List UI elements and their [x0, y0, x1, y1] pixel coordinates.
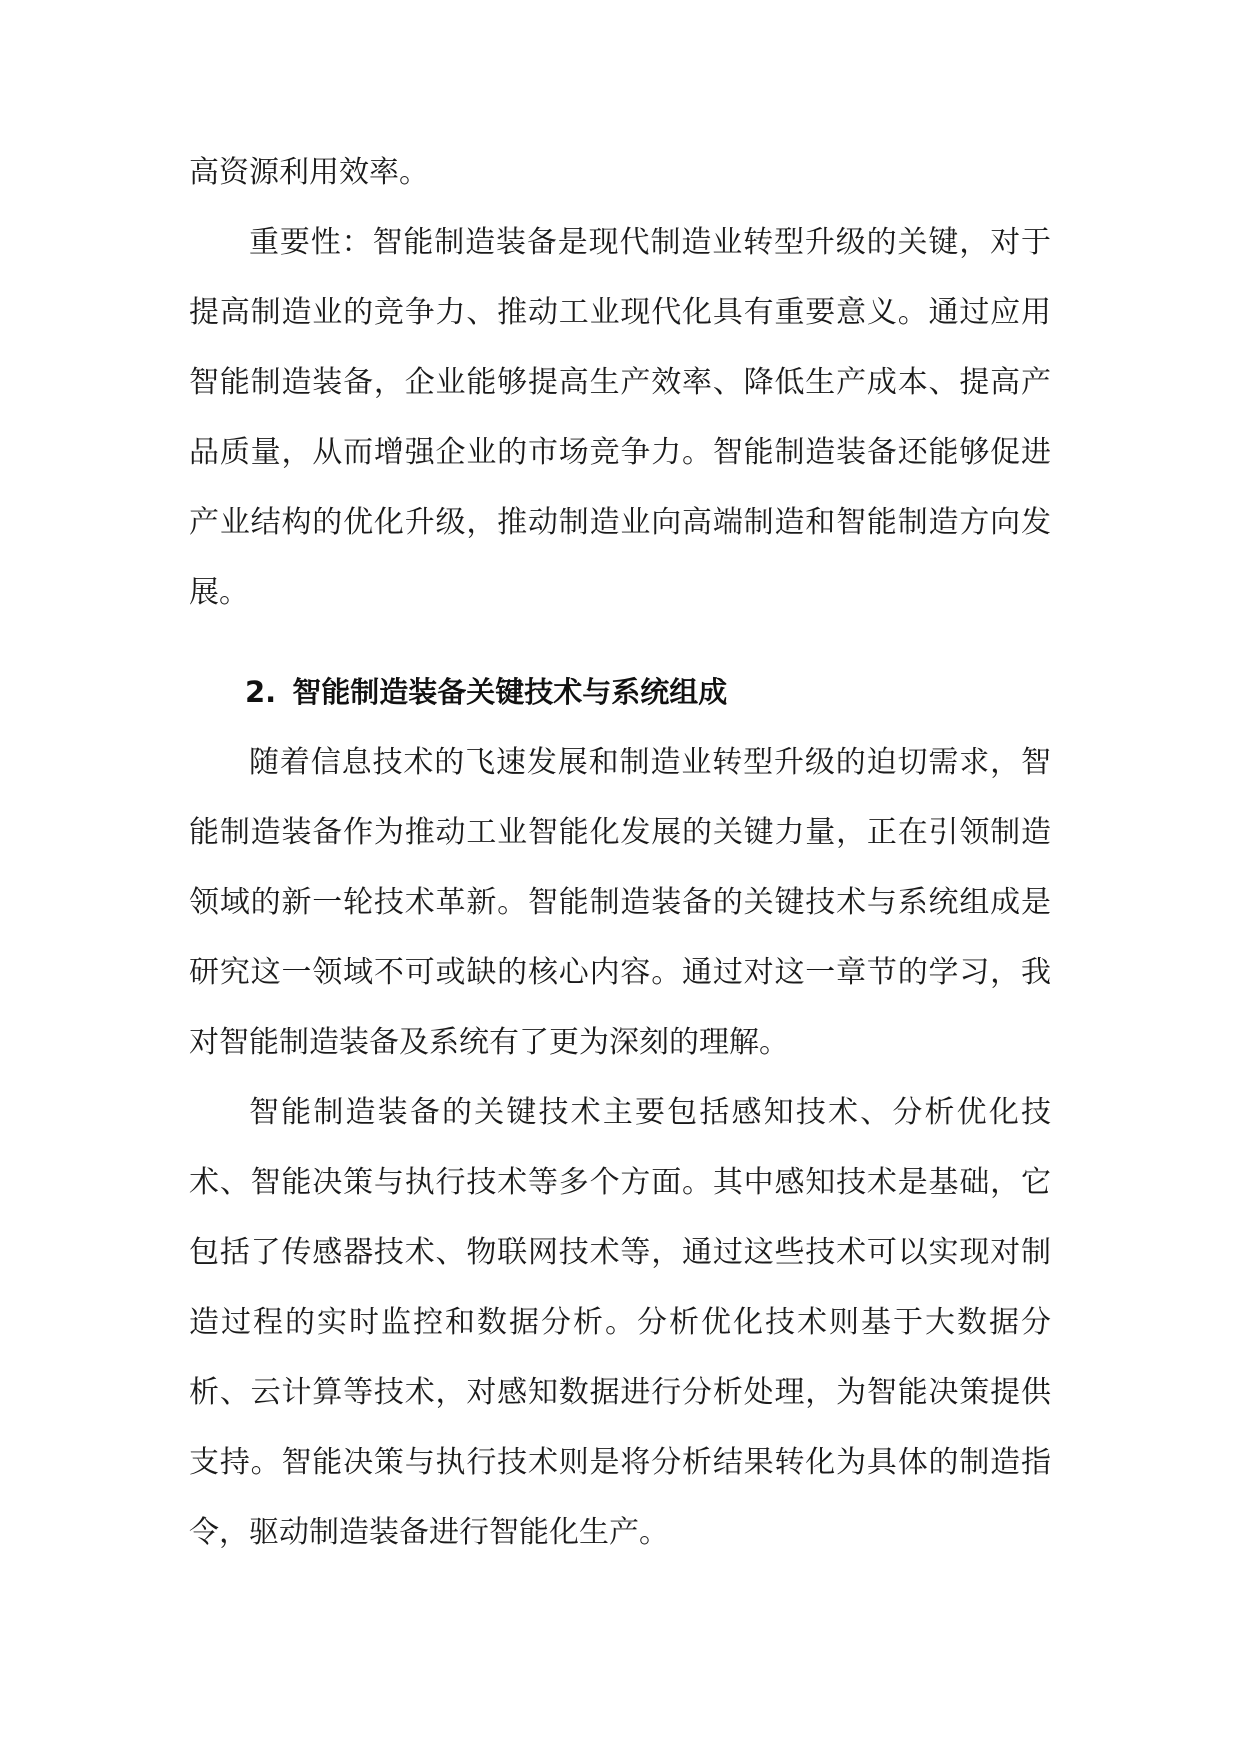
paragraph-importance: 重要性：智能制造装备是现代制造业转型升级的关键，对于提高制造业的竞争力、推动工业现代化具有重要意义。通过应用智能制造装备，企业能够提高生产效率、降低生产成本、提高产品质量，从而增强企业的市场竞争力。智能制造装备还能够促进产业结构的优化升级，推动制造业向高端制造和智能制造方向发展。 — [189, 225, 1051, 610]
document-body — [189, 138, 1051, 1568]
section-title: 智能制造装备关键技术与系统组成 — [292, 675, 728, 709]
paragraph-key-technologies: 智能制造装备的关键技术主要包括感知技术、分析优化技术、智能决策与执行技术等多个方面。其中感知技术是基础，它包括了传感器技术、物联网技术等，通过这些技术可以实现对制造过程的实时监控和数据分析。分析优化技术则基于大数据分析、云计算等技术，对感知数据进行分析处理，为智能决策提供支持。智能决策与执行技术则是将分析结果转化为具体的制造指令，驱动制造装备进行智能化生产。 — [189, 1095, 1051, 1550]
paragraph-intro: 随着信息技术的飞速发展和制造业转型升级的迫切需求，智能制造装备作为推动工业智能化发展的关键力量，正在引领制造领域的新一轮技术革新。智能制造装备的关键技术与系统组成是研究这一领域不可或缺的核心内容。通过对这一章节的学习，我对智能制造装备及系统有了更为深刻的理解。 — [189, 745, 1051, 1060]
paragraph-continuation: 高资源利用效率。 — [189, 155, 429, 190]
section-number: 2. — [245, 675, 277, 709]
section-heading — [189, 656, 1051, 728]
